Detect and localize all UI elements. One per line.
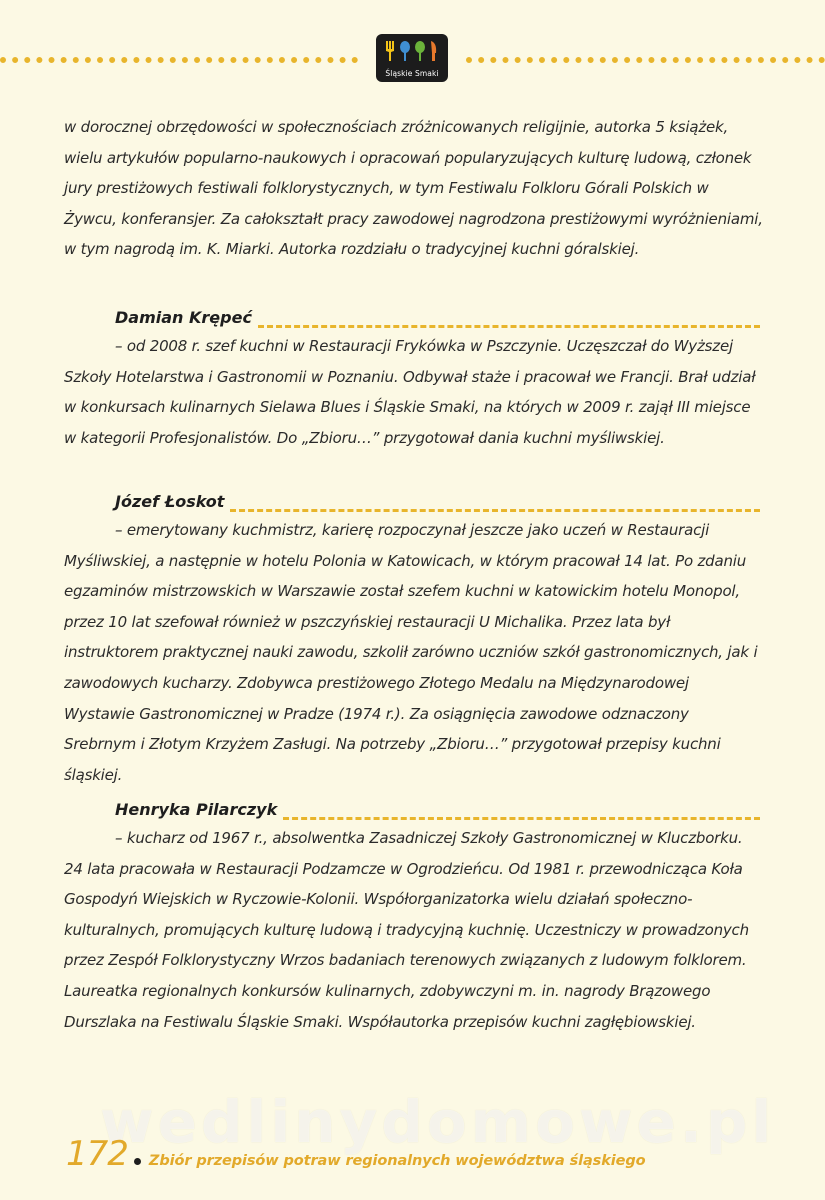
header-dotted-rule-right xyxy=(466,57,825,63)
intro-paragraph: w dorocznej obrzędowości w społecznościach zróżnicowanych religijnie, autorka 5 książek, wielu artykułów popularno-naukowych i opracowań popularyzujących kulturę ludową, członek jury prestiżowych festiwali folklorystycznych, w tym Festiwalu Folkloru Górali Polskich w Żywcu, konferansjer. Za całokształt pracy zawodowej nagrodzona prestiżowymi wyróżnieniami, w tym nagrodą im. K. Miarki. Autorka rozdziału o tradycyjnej kuchni góralskiej. xyxy=(64,118,763,259)
dashed-name-rule xyxy=(258,325,760,328)
bio-heading-loskot xyxy=(115,488,760,512)
bio-heading-pilarczyk xyxy=(115,796,760,820)
watermark: wedlinydomowe.pl xyxy=(100,1088,776,1156)
dashed-name-rule xyxy=(230,509,760,512)
bio-text-pilarczyk: – kucharz od 1967 r., absolwentka Zasadniczej Szkoły Gastronomicznej w Kluczborku. 24 lata pracowała w Restauracji Podzamcze w Ogrodzieńcu. Od 1981 r. przewodnicząca Koła Gospodyń Wiejskich w Ryczowie-Kolonii. Współorganizatorka wielu działań społeczno-kulturalnych, promujących kulturę ludową i tradycyjną kuchnię. Uczestniczy w prowadzonych przez Zespół Folklorystyczny Wrzos badaniach terenowych związanych z ludowym folklorem. Laureatka regionalnych konkursów kulinarnych, zdobywczyni m. in. nagrody Brązowego Durszlaka na Festiwalu Śląskie Smaki. Współautorka przepisów kuchni zagłębiowskiej. xyxy=(64,829,749,1031)
bio-name: Henryka Pilarczyk xyxy=(115,800,278,819)
bio-name: Józef Łoskot xyxy=(115,492,225,511)
bio-text-loskot: – emerytowany kuchmistrz, karierę rozpoczynał jeszcze jako uczeń w Restauracji Myśliwskiej, a następnie w hotelu Polonia w Katowicach, w którym pracował 14 lat. Po zdaniu egzaminów mistrzowskich w Warszawie został szefem kuchni w katowickim hotelu Monopol, przez 10 lat szefował również w pszczyńskiej restauracji U Michalika. Przez lata był instruktorem praktycznej nauki zawodu, szkolił zarówno uczniów szkół gastronomicznych, jak i zawodowych kucharzy. Zdobywca prestiżowego Złotego Medalu na Międzynarodowej Wystawie Gastronomicznej w Pradze (1974 r.). Za osiągnięcia zawodowe odznaczony Srebrnym i Złotym Krzyżem Zasługi. Na potrzeby „Zbioru…” przygotował przepisy kuchni śląskiej. xyxy=(64,521,758,784)
book-title: Zbiór przepisów potraw regionalnych województwa śląskiego xyxy=(148,1153,646,1169)
dashed-name-rule xyxy=(283,817,760,820)
bio-heading-krepec xyxy=(115,304,760,328)
page-footer xyxy=(66,1134,646,1174)
slaskie-smaki-logo xyxy=(376,34,448,82)
bio-text-krepec: – od 2008 r. szef kuchni w Restauracji Frykówka w Pszczynie. Uczęszczał do Wyższej Szkoły Hotelarstwa i Gastronomii w Poznaniu. Odbywał staże i pracował we Francji. Brał udział w konkursach kulinarnych Sielawa Blues i Śląskie Smaki, na których w 2009 r. zajął III miejsce w kategorii Profesjonalistów. Do „Zbioru…” przygotował dania kuchni myśliwskiej. xyxy=(64,337,756,447)
page-number: 172 xyxy=(66,1134,128,1174)
logo-label: Śląskie Smaki xyxy=(385,69,439,78)
header-dotted-rule-left xyxy=(0,57,358,63)
footer-dot xyxy=(134,1158,141,1165)
cutlery-icon xyxy=(384,39,440,63)
bio-name: Damian Krępeć xyxy=(115,308,252,327)
